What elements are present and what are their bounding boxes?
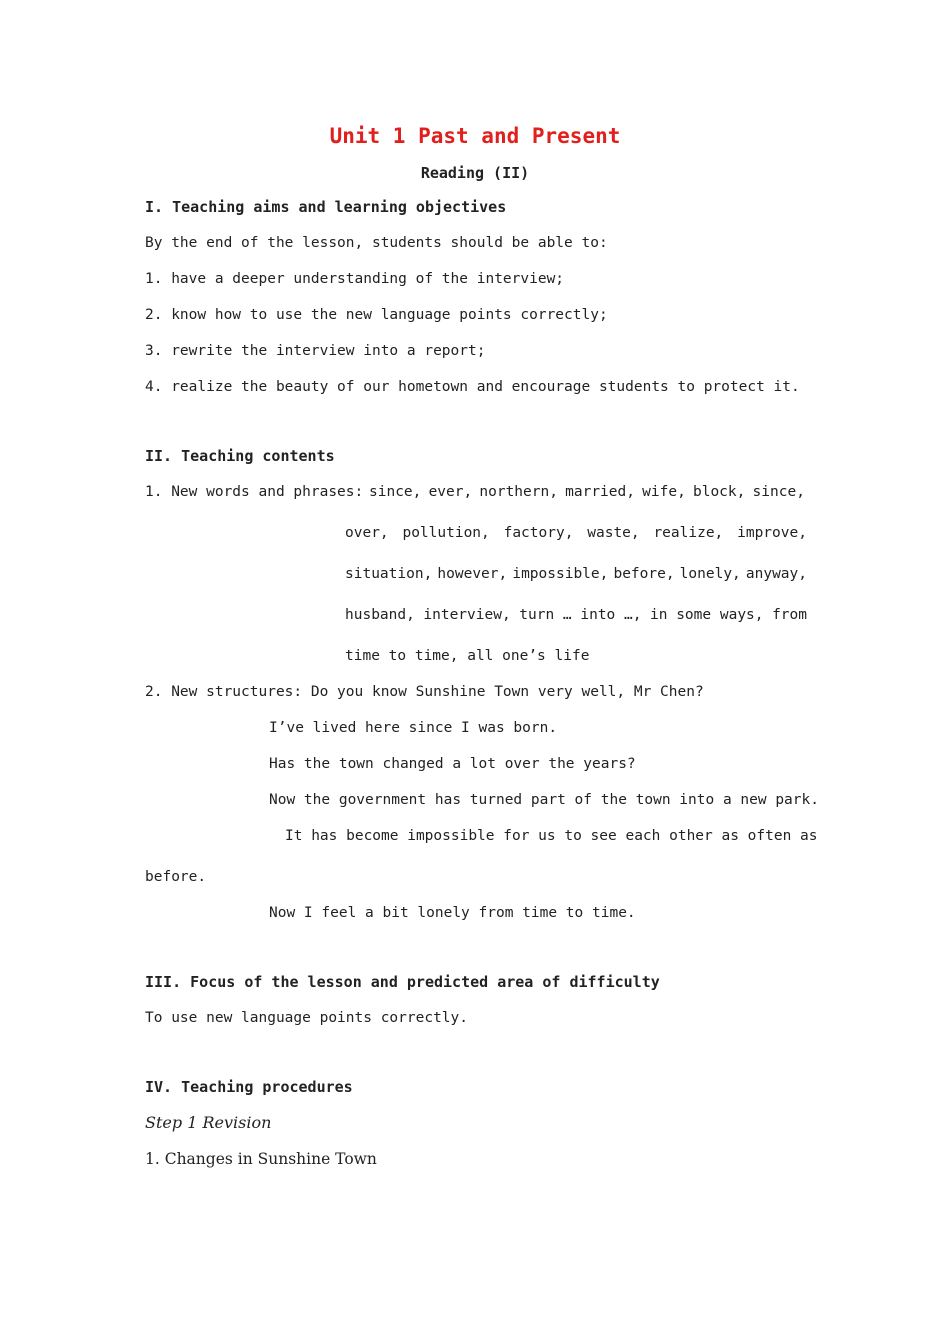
words-row-5: time to time, all one’s life	[345, 648, 590, 664]
word: since,	[752, 484, 805, 500]
words-row-4	[345, 606, 807, 624]
word: interview,	[423, 607, 511, 623]
objective-item: 2. know how to use the new language points correctly;	[145, 307, 608, 323]
word: improve,	[737, 525, 807, 541]
word: since,	[369, 484, 422, 500]
word: pollution,	[402, 525, 490, 541]
section-3-heading: III. Focus of the lesson and predicted area of difficulty	[145, 973, 660, 991]
word: situation,	[345, 566, 433, 582]
word: ever,	[428, 484, 473, 500]
structure-item-long-continued: before.	[145, 869, 207, 885]
word: however,	[437, 566, 508, 582]
objective-item: 1. have a deeper understanding of the interview;	[145, 271, 565, 287]
structures-lead: 2. New structures: Do you know Sunshine Town very well, Mr Chen?	[145, 684, 704, 700]
procedure-item: 1. Changes in Sunshine Town	[145, 1150, 377, 1168]
words-lead: 1. New words and phrases:	[145, 484, 364, 500]
word: wife,	[642, 484, 686, 500]
word: before,	[613, 566, 675, 582]
word: in some ways,	[650, 607, 764, 623]
word: waste,	[587, 525, 640, 541]
structure-item: Has the town changed a lot over the years?	[269, 756, 636, 772]
words-row-2	[345, 524, 807, 542]
document-subtitle: Reading (II)	[420, 164, 530, 182]
word: lonely,	[679, 566, 741, 582]
section-2-heading: II. Teaching contents	[145, 447, 335, 465]
objective-item: 3. rewrite the interview into a report;	[145, 343, 486, 359]
word: northern,	[479, 484, 558, 500]
word: husband,	[345, 607, 415, 623]
structure-item: Now I feel a bit lonely from time to time.	[269, 905, 636, 921]
word: turn … into …,	[519, 607, 642, 623]
structure-item: I’ve lived here since I was born.	[269, 720, 558, 736]
word: realize,	[653, 525, 724, 541]
section-4-heading: IV. Teaching procedures	[145, 1078, 353, 1096]
structure-item-long: It has become impossible for us to see each other as often as	[285, 828, 818, 844]
structure-item: Now the government has turned part of the town into a new park.	[269, 792, 819, 808]
document-title: Unit 1 Past and Present	[329, 124, 621, 148]
word: factory,	[503, 525, 574, 541]
word: anyway,	[745, 566, 807, 582]
word: block,	[692, 484, 746, 500]
words-row-1	[369, 483, 805, 501]
word: over,	[345, 525, 389, 541]
word: from	[772, 607, 807, 623]
section-1-intro: By the end of the lesson, students should be able to:	[145, 235, 608, 251]
step-heading: Step 1 Revision	[145, 1113, 272, 1132]
objective-item: 4. realize the beauty of our hometown and encourage students to protect it.	[145, 379, 800, 395]
section-3-text: To use new language points correctly.	[145, 1010, 469, 1026]
word: married,	[565, 484, 635, 500]
section-1-heading: I. Teaching aims and learning objectives	[145, 198, 507, 216]
word: impossible,	[512, 566, 609, 582]
words-row-3	[345, 565, 807, 583]
